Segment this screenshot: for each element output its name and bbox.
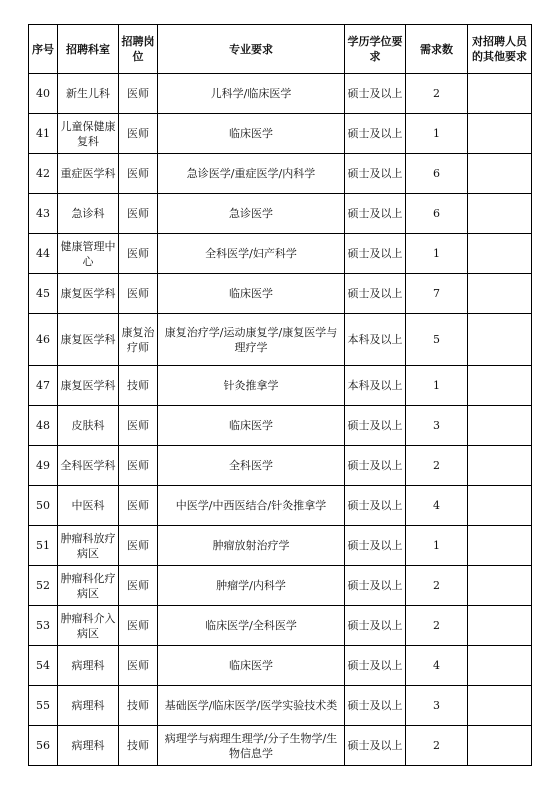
cell-post: 医师 <box>119 606 158 646</box>
cell-dept: 中医科 <box>58 486 119 526</box>
cell-major: 临床医学 <box>158 406 345 446</box>
cell-other <box>468 234 532 274</box>
cell-major: 儿科学/临床医学 <box>158 74 345 114</box>
cell-dept: 皮肤科 <box>58 406 119 446</box>
cell-edu: 硕士及以上 <box>345 566 406 606</box>
cell-edu: 硕士及以上 <box>345 274 406 314</box>
cell-num: 3 <box>406 686 468 726</box>
cell-other <box>468 526 532 566</box>
table-row <box>29 154 532 194</box>
cell-major: 康复治疗学/运动康复学/康复医学与理疗学 <box>158 314 345 366</box>
table-row <box>29 606 532 646</box>
header-no: 序号 <box>29 25 58 74</box>
cell-major: 中医学/中西医结合/针灸推拿学 <box>158 486 345 526</box>
cell-no: 45 <box>29 274 58 314</box>
cell-post: 医师 <box>119 74 158 114</box>
cell-other <box>468 366 532 406</box>
header-post: 招聘岗位 <box>119 25 158 74</box>
cell-num: 2 <box>406 606 468 646</box>
cell-num: 2 <box>406 74 468 114</box>
cell-no: 43 <box>29 194 58 234</box>
cell-num: 3 <box>406 406 468 446</box>
table-row <box>29 566 532 606</box>
cell-dept: 急诊科 <box>58 194 119 234</box>
cell-post: 医师 <box>119 274 158 314</box>
cell-no: 41 <box>29 114 58 154</box>
header-edu: 学历学位要求 <box>345 25 406 74</box>
cell-major: 临床医学 <box>158 114 345 154</box>
cell-post: 医师 <box>119 446 158 486</box>
cell-edu: 硕士及以上 <box>345 686 406 726</box>
cell-num: 4 <box>406 486 468 526</box>
cell-no: 52 <box>29 566 58 606</box>
cell-post: 康复治疗师 <box>119 314 158 366</box>
cell-num: 5 <box>406 314 468 366</box>
cell-major: 急诊医学 <box>158 194 345 234</box>
cell-num: 1 <box>406 234 468 274</box>
cell-dept: 新生儿科 <box>58 74 119 114</box>
cell-edu: 硕士及以上 <box>345 446 406 486</box>
cell-num: 2 <box>406 726 468 766</box>
cell-post: 医师 <box>119 646 158 686</box>
cell-dept: 康复医学科 <box>58 366 119 406</box>
table-row <box>29 194 532 234</box>
cell-no: 40 <box>29 74 58 114</box>
cell-dept: 康复医学科 <box>58 274 119 314</box>
cell-other <box>468 486 532 526</box>
cell-edu: 硕士及以上 <box>345 234 406 274</box>
cell-other <box>468 274 532 314</box>
cell-num: 6 <box>406 154 468 194</box>
table-row <box>29 234 532 274</box>
cell-post: 技师 <box>119 366 158 406</box>
cell-no: 54 <box>29 646 58 686</box>
cell-other <box>468 114 532 154</box>
cell-num: 1 <box>406 526 468 566</box>
cell-dept: 儿童保健康复科 <box>58 114 119 154</box>
cell-dept: 全科医学科 <box>58 446 119 486</box>
table-row <box>29 446 532 486</box>
cell-no: 46 <box>29 314 58 366</box>
cell-post: 医师 <box>119 154 158 194</box>
cell-num: 2 <box>406 446 468 486</box>
cell-other <box>468 406 532 446</box>
cell-edu: 硕士及以上 <box>345 486 406 526</box>
cell-post: 医师 <box>119 234 158 274</box>
cell-dept: 健康管理中心 <box>58 234 119 274</box>
table-row <box>29 726 532 766</box>
cell-edu: 硕士及以上 <box>345 406 406 446</box>
cell-other <box>468 314 532 366</box>
cell-major: 急诊医学/重症医学/内科学 <box>158 154 345 194</box>
cell-major: 基础医学/临床医学/医学实验技术类 <box>158 686 345 726</box>
cell-major: 全科医学 <box>158 446 345 486</box>
cell-major: 病理学与病理生理学/分子生物学/生物信息学 <box>158 726 345 766</box>
cell-dept: 重症医学科 <box>58 154 119 194</box>
header-other: 对招聘人员的其他要求 <box>468 25 532 74</box>
cell-no: 49 <box>29 446 58 486</box>
header-major: 专业要求 <box>158 25 345 74</box>
cell-no: 42 <box>29 154 58 194</box>
cell-post: 医师 <box>119 486 158 526</box>
cell-post: 医师 <box>119 406 158 446</box>
cell-num: 2 <box>406 566 468 606</box>
cell-other <box>468 194 532 234</box>
cell-other <box>468 606 532 646</box>
cell-other <box>468 686 532 726</box>
cell-post: 医师 <box>119 114 158 154</box>
table-row <box>29 526 532 566</box>
cell-edu: 硕士及以上 <box>345 606 406 646</box>
cell-major: 临床医学 <box>158 274 345 314</box>
table-row <box>29 366 532 406</box>
table-row <box>29 486 532 526</box>
cell-edu: 硕士及以上 <box>345 646 406 686</box>
cell-major: 临床医学 <box>158 646 345 686</box>
cell-edu: 硕士及以上 <box>345 74 406 114</box>
cell-dept: 康复医学科 <box>58 314 119 366</box>
table-row <box>29 646 532 686</box>
cell-major: 全科医学/妇产科学 <box>158 234 345 274</box>
cell-edu: 硕士及以上 <box>345 114 406 154</box>
table-row <box>29 314 532 366</box>
cell-no: 48 <box>29 406 58 446</box>
cell-num: 6 <box>406 194 468 234</box>
cell-dept: 病理科 <box>58 686 119 726</box>
cell-no: 56 <box>29 726 58 766</box>
cell-major: 针灸推拿学 <box>158 366 345 406</box>
cell-post: 技师 <box>119 686 158 726</box>
cell-no: 53 <box>29 606 58 646</box>
cell-num: 7 <box>406 274 468 314</box>
cell-major: 临床医学/全科医学 <box>158 606 345 646</box>
cell-post: 医师 <box>119 194 158 234</box>
cell-dept: 病理科 <box>58 726 119 766</box>
cell-num: 4 <box>406 646 468 686</box>
recruitment-table <box>28 24 532 766</box>
cell-post: 医师 <box>119 526 158 566</box>
cell-major: 肿瘤学/内科学 <box>158 566 345 606</box>
cell-no: 55 <box>29 686 58 726</box>
cell-dept: 肿瘤科化疗病区 <box>58 566 119 606</box>
cell-no: 44 <box>29 234 58 274</box>
cell-other <box>468 154 532 194</box>
cell-edu: 硕士及以上 <box>345 526 406 566</box>
cell-edu: 本科及以上 <box>345 366 406 406</box>
table-row <box>29 114 532 154</box>
cell-other <box>468 726 532 766</box>
table-row <box>29 406 532 446</box>
cell-no: 50 <box>29 486 58 526</box>
table-row <box>29 74 532 114</box>
table-header-row <box>29 25 532 74</box>
cell-other <box>468 446 532 486</box>
cell-other <box>468 646 532 686</box>
cell-other <box>468 74 532 114</box>
cell-no: 51 <box>29 526 58 566</box>
cell-post: 医师 <box>119 566 158 606</box>
header-dept: 招聘科室 <box>58 25 119 74</box>
table-row <box>29 274 532 314</box>
cell-dept: 肿瘤科介入病区 <box>58 606 119 646</box>
cell-other <box>468 566 532 606</box>
cell-no: 47 <box>29 366 58 406</box>
cell-edu: 硕士及以上 <box>345 726 406 766</box>
cell-major: 肿瘤放射治疗学 <box>158 526 345 566</box>
cell-edu: 硕士及以上 <box>345 194 406 234</box>
cell-post: 技师 <box>119 726 158 766</box>
cell-dept: 肿瘤科放疗病区 <box>58 526 119 566</box>
cell-num: 1 <box>406 366 468 406</box>
cell-num: 1 <box>406 114 468 154</box>
table-row <box>29 686 532 726</box>
header-num: 需求数 <box>406 25 468 74</box>
cell-edu: 硕士及以上 <box>345 154 406 194</box>
cell-dept: 病理科 <box>58 646 119 686</box>
cell-edu: 本科及以上 <box>345 314 406 366</box>
